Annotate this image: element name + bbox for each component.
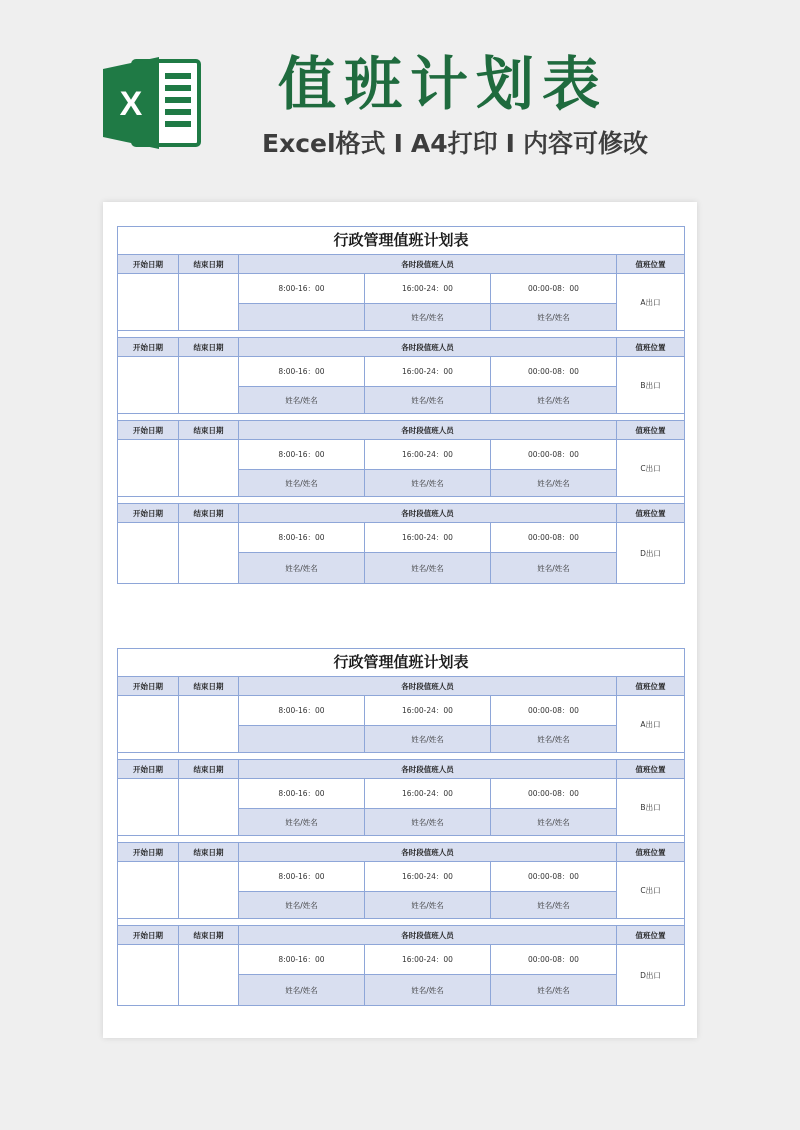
start-date-cell: [118, 357, 179, 413]
schedule-block: [118, 843, 684, 926]
end-date-cell: [179, 696, 239, 752]
shift-time: 8:00-16：00: [239, 523, 365, 553]
start-date-cell: [118, 779, 179, 835]
end-date-header: 结束日期: [179, 504, 239, 523]
start-date-cell: [118, 440, 179, 496]
staff-names: 姓名/姓名: [365, 809, 491, 835]
end-date-header: 结束日期: [179, 255, 239, 274]
page-subtitle: Excel格式 I A4打印 I 内容可修改: [262, 129, 648, 158]
staff-header: 各时段值班人员: [239, 677, 617, 696]
staff-header: 各时段值班人员: [239, 421, 617, 440]
staff-names: 姓名/姓名: [491, 975, 617, 1005]
shift-time: 00:00-08：00: [491, 274, 617, 304]
document-page: [103, 202, 697, 1038]
location-cell: A出口: [640, 719, 661, 729]
shift-time: 00:00-08：00: [491, 523, 617, 553]
staff-names: 姓名/姓名: [239, 553, 365, 583]
shift-time: 16:00-24：00: [365, 945, 491, 975]
logo-letter: X: [119, 85, 143, 123]
staff-names: 姓名/姓名: [365, 726, 491, 752]
end-date-header: 结束日期: [179, 677, 239, 696]
start-date-cell: [118, 862, 179, 918]
end-date-header: 结束日期: [179, 843, 239, 862]
block-separator: [118, 496, 684, 503]
excel-logo-icon: [103, 57, 203, 149]
shift-time: 16:00-24：00: [365, 523, 491, 553]
staff-names: 姓名/姓名: [491, 387, 617, 413]
location-cell: C出口: [640, 885, 661, 895]
location-cell: A出口: [640, 297, 661, 307]
start-date-header: 开始日期: [118, 338, 179, 357]
start-date-cell: [118, 945, 179, 1005]
block-separator: [118, 918, 684, 925]
block-separator: [118, 330, 684, 337]
block-separator: [118, 413, 684, 420]
shift-time: 00:00-08：00: [491, 862, 617, 892]
staff-header: 各时段值班人员: [239, 760, 617, 779]
shift-time: 8:00-16：00: [239, 862, 365, 892]
staff-names: 姓名/姓名: [365, 387, 491, 413]
end-date-header: 结束日期: [179, 421, 239, 440]
schedule-block: [118, 421, 684, 504]
schedule-block: [118, 338, 684, 421]
location-header: 值班位置: [617, 926, 684, 945]
block-separator: [118, 752, 684, 759]
shift-time: 00:00-08：00: [491, 945, 617, 975]
staff-names: 姓名/姓名: [239, 975, 365, 1005]
schedule-sheet: [117, 226, 685, 584]
staff-names: 姓名/姓名: [491, 726, 617, 752]
schedule-block: [118, 760, 684, 843]
shift-time: 00:00-08：00: [491, 696, 617, 726]
staff-names: 姓名/姓名: [491, 470, 617, 496]
staff-names: 姓名/姓名: [365, 553, 491, 583]
shift-time: 8:00-16：00: [239, 357, 365, 387]
start-date-cell: [118, 523, 179, 583]
staff-names: 姓名/姓名: [491, 304, 617, 330]
staff-names: 姓名/姓名: [239, 892, 365, 918]
sheet-title: 行政管理值班计划表: [118, 649, 684, 677]
end-date-cell: [179, 862, 239, 918]
location-header: 值班位置: [617, 255, 684, 274]
staff-names: 姓名/姓名: [365, 304, 491, 330]
shift-time: 00:00-08：00: [491, 440, 617, 470]
start-date-header: 开始日期: [118, 504, 179, 523]
schedule-block: [118, 677, 684, 760]
start-date-cell: [118, 274, 179, 330]
shift-time: 8:00-16：00: [239, 696, 365, 726]
start-date-cell: [118, 696, 179, 752]
page-title: 值班计划表: [278, 50, 609, 118]
staff-names: [239, 726, 365, 752]
location-cell: C出口: [640, 463, 661, 473]
staff-names: 姓名/姓名: [491, 809, 617, 835]
shift-time: 16:00-24：00: [365, 862, 491, 892]
staff-header: 各时段值班人员: [239, 504, 617, 523]
location-header: 值班位置: [617, 760, 684, 779]
end-date-header: 结束日期: [179, 926, 239, 945]
block-separator: [118, 835, 684, 842]
location-header: 值班位置: [617, 843, 684, 862]
location-cell: D出口: [640, 970, 661, 980]
location-header: 值班位置: [617, 504, 684, 523]
staff-names: 姓名/姓名: [365, 470, 491, 496]
shift-time: 00:00-08：00: [491, 779, 617, 809]
staff-names: 姓名/姓名: [239, 470, 365, 496]
end-date-cell: [179, 945, 239, 1005]
staff-names: 姓名/姓名: [239, 387, 365, 413]
shift-time: 00:00-08：00: [491, 357, 617, 387]
shift-time: 8:00-16：00: [239, 945, 365, 975]
start-date-header: 开始日期: [118, 760, 179, 779]
end-date-cell: [179, 523, 239, 583]
end-date-cell: [179, 357, 239, 413]
start-date-header: 开始日期: [118, 926, 179, 945]
end-date-header: 结束日期: [179, 338, 239, 357]
shift-time: 8:00-16：00: [239, 779, 365, 809]
location-cell: B出口: [640, 380, 661, 390]
start-date-header: 开始日期: [118, 421, 179, 440]
start-date-header: 开始日期: [118, 255, 179, 274]
staff-header: 各时段值班人员: [239, 255, 617, 274]
staff-names: [239, 304, 365, 330]
start-date-header: 开始日期: [118, 843, 179, 862]
staff-names: 姓名/姓名: [239, 809, 365, 835]
location-header: 值班位置: [617, 677, 684, 696]
end-date-cell: [179, 440, 239, 496]
staff-names: 姓名/姓名: [491, 892, 617, 918]
location-cell: B出口: [640, 802, 661, 812]
shift-time: 8:00-16：00: [239, 440, 365, 470]
staff-header: 各时段值班人员: [239, 926, 617, 945]
schedule-block: [118, 926, 684, 1005]
end-date-header: 结束日期: [179, 760, 239, 779]
schedule-block: [118, 504, 684, 583]
start-date-header: 开始日期: [118, 677, 179, 696]
shift-time: 16:00-24：00: [365, 274, 491, 304]
staff-names: 姓名/姓名: [365, 975, 491, 1005]
staff-header: 各时段值班人员: [239, 843, 617, 862]
end-date-cell: [179, 779, 239, 835]
sheet-title: 行政管理值班计划表: [118, 227, 684, 255]
location-cell: D出口: [640, 548, 661, 558]
shift-time: 16:00-24：00: [365, 357, 491, 387]
location-header: 值班位置: [617, 338, 684, 357]
shift-time: 16:00-24：00: [365, 440, 491, 470]
staff-names: 姓名/姓名: [491, 553, 617, 583]
staff-names: 姓名/姓名: [365, 892, 491, 918]
schedule-sheet: [117, 648, 685, 1006]
staff-header: 各时段值班人员: [239, 338, 617, 357]
shift-time: 8:00-16：00: [239, 274, 365, 304]
schedule-block: [118, 255, 684, 338]
end-date-cell: [179, 274, 239, 330]
shift-time: 16:00-24：00: [365, 696, 491, 726]
location-header: 值班位置: [617, 421, 684, 440]
shift-time: 16:00-24：00: [365, 779, 491, 809]
